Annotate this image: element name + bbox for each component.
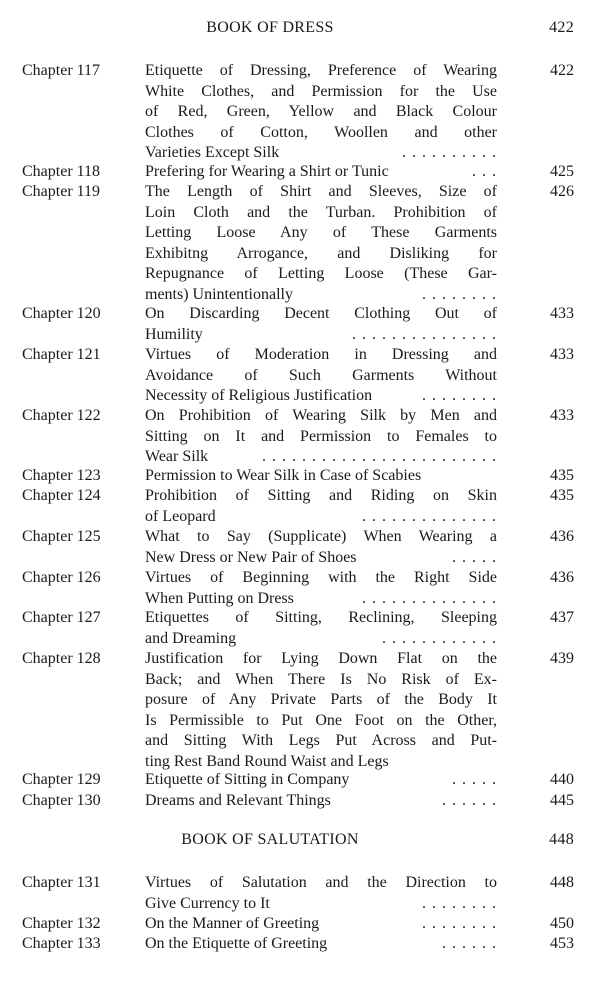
chapter-title — [145, 406, 497, 468]
title-text: Necessity of Religious Justification — [145, 387, 373, 404]
page-number: 436 — [550, 528, 574, 545]
title-text: What to Say (Supplicate) When Wearing a — [145, 528, 497, 545]
dot-leader: . . . . . . . . . . . . . . — [362, 507, 497, 525]
title-text: Prohibition of Sitting and Riding on Skin — [145, 487, 497, 504]
chapter-title-line — [145, 770, 497, 791]
title-text: On Prohibition of Wearing Silk by Men and — [145, 407, 497, 424]
title-text: On the Manner of Greeting — [145, 915, 320, 932]
chapter-title — [145, 162, 497, 183]
title-text: ting Rest Band Round Waist and Legs — [145, 752, 389, 770]
title-text: Permission to Wear Silk in Case of Scabies — [145, 467, 422, 484]
title-text: and Dreaming — [145, 629, 237, 647]
chapter-title-line — [145, 143, 497, 164]
chapter-title-line — [145, 791, 497, 812]
title-text: Repugnance of Letting Loose (These Gar- — [145, 265, 497, 282]
title-text: The Length of Shirt and Sleeves, Size of — [145, 183, 497, 200]
chapter-title — [145, 61, 497, 164]
title-text: Give Currency to It — [145, 894, 270, 912]
chapter-title-line — [145, 447, 497, 468]
page-number: 440 — [550, 771, 574, 788]
chapter-number: Chapter 129 — [22, 771, 101, 788]
page-number: 453 — [550, 935, 574, 952]
page-number: 433 — [550, 407, 574, 424]
chapter-title-line — [145, 386, 497, 407]
chapter-title-line — [145, 285, 497, 306]
dot-leader: . . . . . . — [442, 935, 497, 952]
title-text: White Clothes, and Permission for the Use — [145, 82, 497, 100]
chapter-title — [145, 873, 497, 914]
title-text: Etiquette of Dressing, Preference of Wearing — [145, 62, 497, 79]
chapter-number: Chapter 122 — [22, 407, 101, 424]
chapter-title-line — [145, 82, 497, 103]
page-number: 435 — [550, 467, 574, 484]
chapter-title-line — [145, 345, 497, 366]
chapter-number: Chapter 124 — [22, 487, 101, 504]
title-text: Humility — [145, 325, 203, 343]
dot-leader: . . . . . . . . — [422, 285, 497, 303]
chapter-title — [145, 304, 497, 345]
title-text: ments) Unintentionally — [145, 285, 293, 303]
chapter-title-line — [145, 203, 497, 224]
title-text: Justification for Lying Down Flat on the — [145, 650, 497, 667]
chapter-title — [145, 466, 497, 487]
chapter-title-line — [145, 466, 497, 487]
chapter-title — [145, 568, 497, 609]
book-title: BOOK OF DRESS — [206, 19, 334, 36]
chapter-number: Chapter 121 — [22, 346, 101, 363]
chapter-title-line — [145, 325, 497, 346]
chapter-title-line — [145, 934, 497, 955]
chapter-title-line — [145, 406, 497, 427]
chapter-title — [145, 791, 497, 812]
chapter-title-line — [145, 589, 497, 610]
page-number: 437 — [550, 609, 574, 626]
chapter-number: Chapter 125 — [22, 528, 101, 545]
page-number: 445 — [550, 792, 574, 809]
title-text: Dreams and Relevant Things — [145, 792, 331, 809]
chapter-title — [145, 649, 497, 772]
dot-leader: . . . . . . . . . . . . . . . — [352, 325, 497, 343]
title-text: posure of Any Private Parts of the Body It — [145, 691, 497, 708]
chapter-number: Chapter 117 — [22, 62, 101, 79]
title-text: Back; and When There Is No Risk of Ex- — [145, 670, 497, 688]
chapter-number: Chapter 119 — [22, 183, 101, 200]
title-text: Letting Loose Any of These Garments — [145, 224, 497, 241]
chapter-title-line — [145, 486, 497, 507]
title-text: Clothes of Cotton, Woollen and other — [145, 123, 497, 141]
book-heading-salutation — [0, 829, 600, 851]
page-number: 448 — [550, 874, 574, 891]
chapter-title-line — [145, 304, 497, 325]
page-number: 426 — [550, 183, 574, 200]
dot-leader: . . . . . . . . . . . . . . — [362, 589, 497, 607]
chapter-title-line — [145, 182, 497, 203]
title-text: Etiquette of Sitting in Company — [145, 771, 350, 788]
chapter-title-line — [145, 568, 497, 589]
chapter-title-line — [145, 264, 497, 285]
chapter-number: Chapter 131 — [22, 874, 101, 891]
chapter-title — [145, 182, 497, 305]
page-number: 435 — [550, 487, 574, 504]
title-text: Prefering for Wearing a Shirt or Tunic — [145, 163, 389, 180]
chapter-title — [145, 934, 497, 955]
chapter-title-line — [145, 123, 497, 144]
page-number: 439 — [550, 650, 574, 667]
chapter-title-line — [145, 507, 497, 528]
dot-leader: . . . . . . — [442, 792, 497, 809]
chapter-title-line — [145, 527, 497, 548]
dot-leader: . . . . . — [452, 771, 497, 788]
chapter-title — [145, 608, 497, 649]
chapter-title-line — [145, 162, 497, 183]
chapter-title — [145, 527, 497, 568]
title-text: Avoidance of Such Garments Without — [145, 366, 497, 384]
chapter-title-line — [145, 223, 497, 244]
chapter-title-line — [145, 690, 497, 711]
dot-leader: . . . . . . . . — [422, 387, 497, 404]
page-number: 422 — [550, 62, 574, 79]
chapter-title-line — [145, 752, 497, 773]
book-heading-dress — [0, 17, 600, 39]
title-text: Varieties Except Silk — [145, 144, 280, 161]
title-text: Etiquettes of Sitting, Reclining, Sleeping — [145, 609, 497, 626]
book-page-number: 422 — [549, 19, 574, 36]
chapter-title-line — [145, 608, 497, 629]
book-title: BOOK OF SALUTATION — [181, 831, 359, 848]
dot-leader: . . . . . . . . — [422, 894, 497, 912]
chapter-title — [145, 770, 497, 791]
chapter-title-line — [145, 649, 497, 670]
chapter-title-line — [145, 711, 497, 732]
title-text: New Dress or New Pair of Shoes — [145, 548, 357, 566]
page-number: 433 — [550, 346, 574, 363]
title-text: When Putting on Dress — [145, 589, 294, 607]
chapter-number: Chapter 126 — [22, 569, 101, 586]
dot-leader: . . . . . — [452, 548, 497, 566]
chapter-number: Chapter 133 — [22, 935, 101, 952]
chapter-title-line — [145, 102, 497, 123]
chapter-title — [145, 345, 497, 407]
title-text: Virtues of Moderation in Dressing and — [145, 346, 497, 363]
chapter-title — [145, 914, 497, 935]
title-text: On the Etiquette of Greeting — [145, 935, 328, 952]
chapter-title-line — [145, 61, 497, 82]
chapter-number: Chapter 118 — [22, 163, 101, 180]
chapter-title-line — [145, 427, 497, 448]
chapter-number: Chapter 123 — [22, 467, 101, 484]
page-number: 436 — [550, 569, 574, 586]
chapter-number: Chapter 132 — [22, 915, 101, 932]
chapter-title-line — [145, 629, 497, 650]
dot-leader: . . . . . . . . — [422, 915, 497, 932]
chapter-title-line — [145, 731, 497, 752]
chapter-number: Chapter 127 — [22, 609, 101, 626]
chapter-title — [145, 486, 497, 527]
dot-leader: . . . — [472, 163, 497, 180]
dot-leader: . . . . . . . . . . . . . . . . . . . . . . . . — [262, 448, 497, 465]
chapter-number: Chapter 120 — [22, 305, 101, 322]
book-page-number: 448 — [549, 831, 574, 848]
chapter-title-line — [145, 873, 497, 894]
title-text: Is Permissible to Put One Foot on the Other, — [145, 711, 497, 729]
chapter-title-line — [145, 366, 497, 387]
title-text: Sitting on It and Permission to Females to — [145, 427, 497, 445]
chapter-title-line — [145, 548, 497, 569]
title-text: Loin Cloth and the Turban. Prohibition of — [145, 203, 497, 221]
chapter-title-line — [145, 894, 497, 915]
dot-leader: . . . . . . . . . . . . — [382, 629, 497, 647]
title-text: Virtues of Salutation and the Direction to — [145, 874, 497, 891]
chapter-title-line — [145, 670, 497, 691]
title-text: of Red, Green, Yellow and Black Colour — [145, 103, 497, 120]
chapter-number: Chapter 128 — [22, 650, 101, 667]
chapter-title-line — [145, 244, 497, 265]
title-text: of Leopard — [145, 507, 216, 525]
title-text: Exhibitng Arrogance, and Disliking for — [145, 244, 497, 262]
title-text: On Discarding Decent Clothing Out of — [145, 305, 497, 322]
title-text: Wear Silk — [145, 448, 209, 465]
title-text: and Sitting With Legs Put Across and Put- — [145, 732, 497, 749]
page-number: 425 — [550, 163, 574, 180]
page-number: 450 — [550, 915, 574, 932]
chapter-title-line — [145, 914, 497, 935]
page-number: 433 — [550, 305, 574, 322]
dot-leader: . . . . . . . . . . — [402, 144, 497, 161]
title-text: Virtues of Beginning with the Right Side — [145, 569, 497, 586]
chapter-number: Chapter 130 — [22, 792, 101, 809]
